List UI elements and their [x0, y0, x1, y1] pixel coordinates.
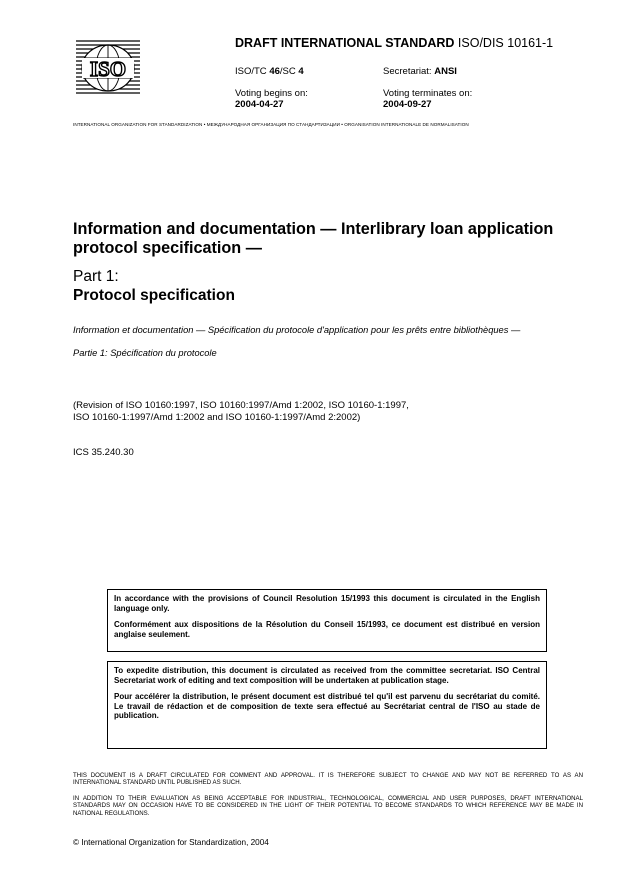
voting-terminates — [383, 88, 472, 110]
language-notice-box — [107, 589, 547, 652]
part-label: Part 1: — [73, 268, 119, 285]
iso-logo — [76, 38, 140, 98]
french-part-title: Partie 1: Spécification du protocole — [73, 348, 217, 358]
iso-logo-text: ISO — [89, 57, 127, 81]
iso-logo-graphic — [76, 38, 140, 98]
ics-code: ICS 35.240.30 — [73, 447, 134, 458]
committee-reference: ISO/TC 46/SC 4 — [235, 66, 304, 77]
language-notice-en: In accordance with the provisions of Council Resolution 15/1993 this document is circulated in the English language only. — [114, 594, 540, 613]
voting-begins-date: 2004-04-27 — [235, 99, 284, 110]
revision-note: (Revision of ISO 10160:1997, ISO 10160:1997/Amd 1:2002, ISO 10160-1:1997, ISO 10160-1:1997/Amd 1:2002 and ISO 10160-1:1997/Amd 2:2002) — [73, 400, 409, 423]
french-title: Information et documentation — Spécification du protocole d'application pour les prêts entre bibliothèques — — [73, 325, 521, 335]
voting-terminates-date: 2004-09-27 — [383, 99, 432, 110]
draft-notice: THIS DOCUMENT IS A DRAFT CIRCULATED FOR COMMENT AND APPROVAL. IT IS THEREFORE SUBJECT TO CHANGE AND MAY NOT BE REFERRED TO AS AN INTERNATIONAL STANDARD UNTIL PUBLISHED AS SUCH. — [73, 772, 583, 787]
document-number: ISO/DIS 10161-1 — [457, 36, 554, 50]
document-type-label: DRAFT INTERNATIONAL STANDARD — [235, 36, 455, 50]
voting-begins-label: Voting begins on: — [235, 88, 308, 99]
document-header-title — [235, 36, 553, 50]
distribution-notice-fr: Pour accélérer la distribution, le présent document est distribué tel qu'il est parvenu du secrétariat du comité. Le travail de rédaction et de composition de texte sera effectué au Secrétariat central de l'ISO au stade de publication. — [114, 692, 540, 721]
regulation-notice: IN ADDITION TO THEIR EVALUATION AS BEING ACCEPTABLE FOR INDUSTRIAL, TECHNOLOGICAL, COMMERCIAL AND USER PURPOSES, DRAFT INTERNATIONAL STANDARDS MAY ON OCCASION HAVE TO BE CONSIDERED IN THE LIGHT OF THEIR POTENTIAL TO BECOME STANDARDS TO WHICH REFERENCE MAY BE MADE IN NATIONAL REGULATIONS. — [73, 795, 583, 817]
distribution-notice-en: To expedite distribution, this document is circulated as received from the committee secretariat. ISO Central Secretariat work of editing and text composition will be undertaken at publication stage. — [114, 666, 540, 685]
secretariat: Secretariat: ANSI — [383, 66, 457, 77]
copyright: © International Organization for Standardization, 2004 — [73, 838, 269, 847]
document-title: Information and documentation — Interlibrary loan application protocol specification — — [73, 220, 554, 257]
language-notice-fr: Conformément aux dispositions de la Résolution du Conseil 15/1993, ce document est distribué en version anglaise seulement. — [114, 620, 540, 639]
organization-line: INTERNATIONAL ORGANIZATION FOR STANDARDIZATION • МЕЖДУНАРОДНАЯ ОРГАНИЗАЦИЯ ПО СТАНДАРТИЗАЦИИ • ORGANISATION INTERNATIONALE DE NORMALISATION — [73, 122, 469, 127]
distribution-notice-box — [107, 661, 547, 749]
voting-terminates-label: Voting terminates on: — [383, 88, 473, 99]
voting-begins — [235, 88, 308, 110]
part-title: Protocol specification — [73, 287, 235, 304]
